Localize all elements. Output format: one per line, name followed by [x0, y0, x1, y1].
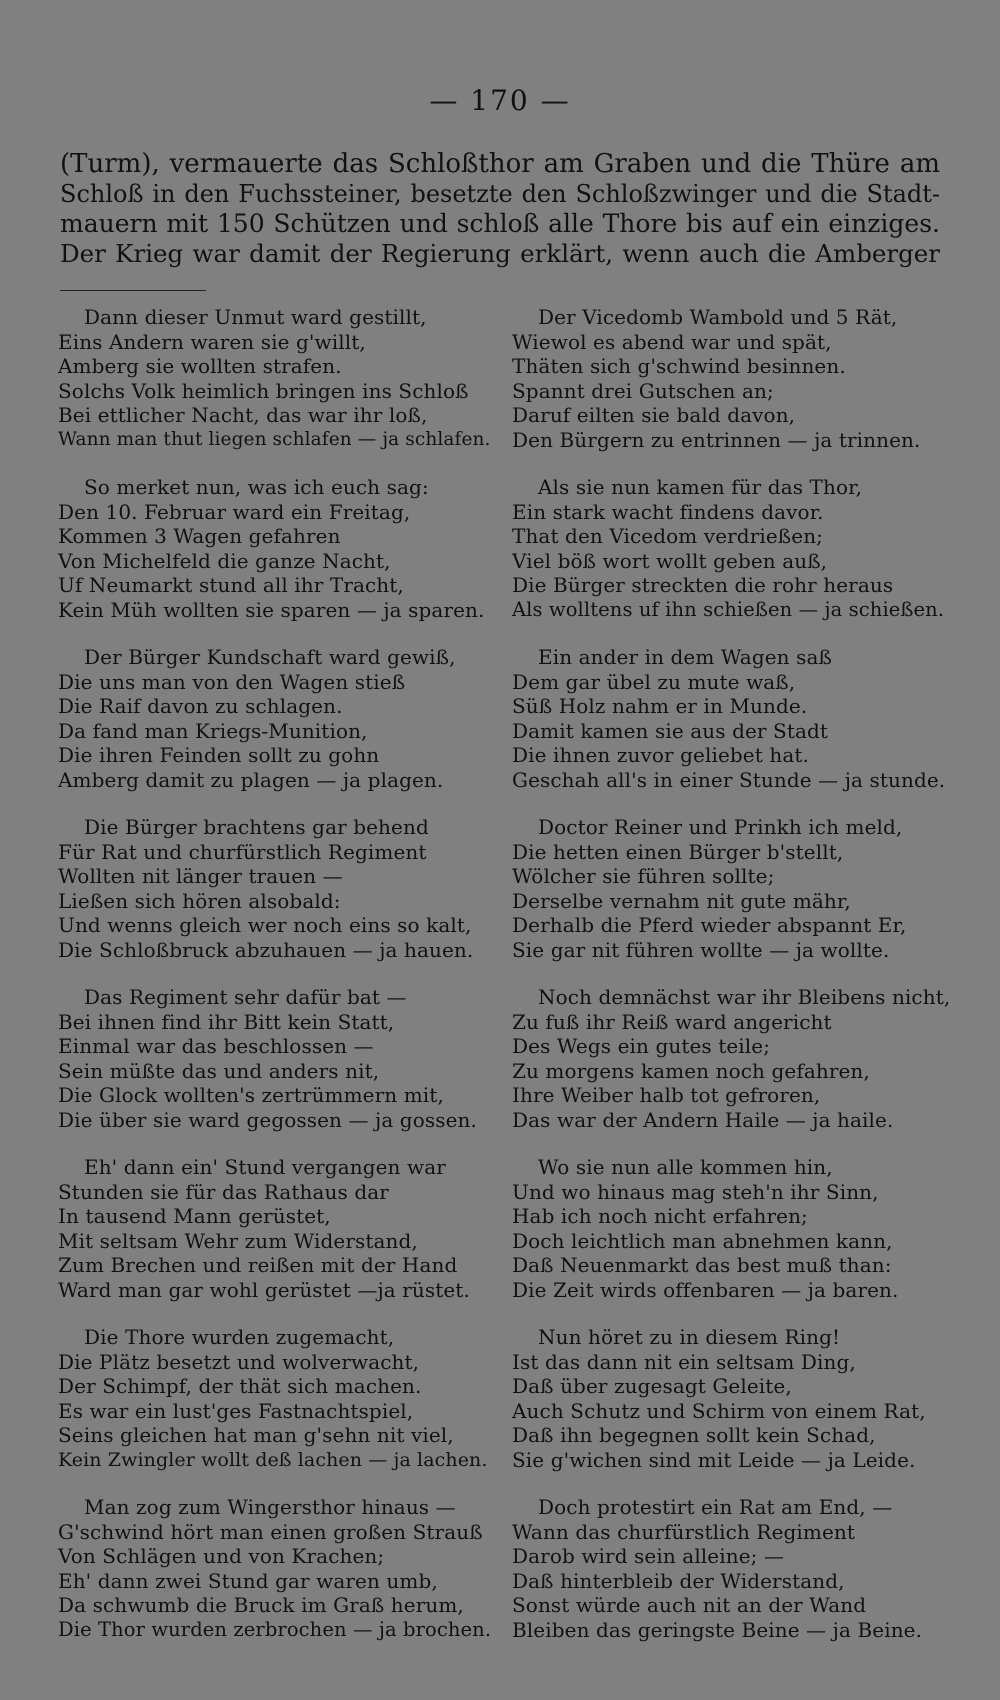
- verse-line: Ein ander in dem Wagen saß: [538, 645, 832, 669]
- verse-line: Die Bürger streckten die rohr heraus: [512, 573, 894, 597]
- verse-line: Stunden sie für das Rathaus dar: [58, 1179, 389, 1204]
- section-divider: [60, 290, 206, 291]
- verse-line: Doch protestirt ein Rat am End, —: [538, 1495, 893, 1519]
- poem-stanza: [58, 305, 498, 452]
- verse-line: Da schwumb die Bruck im Graß herum,: [58, 1593, 464, 1617]
- verse-line: Das war der Andern Haile — ja haile.: [512, 1107, 894, 1132]
- verse-line: Der Vicedomb Wambold und 5 Rät,: [538, 305, 898, 329]
- verse-line: Für Rat und churfürstlich Regiment: [58, 839, 427, 864]
- verse-line: Damit kamen sie aus der Stadt: [512, 718, 829, 743]
- verse-line: Eins Andern waren sie g'willt,: [58, 329, 366, 354]
- verse-line: Daß ihn begegnen sollt kein Schad,: [512, 1423, 876, 1447]
- verse-line: Sie g'wichen sind mit Leide — ja Leide.: [512, 1447, 916, 1472]
- verse-line: Als wolltens uf ihn schießen — ja schießen.: [512, 597, 945, 621]
- verse-line: Kein Müh wollten sie sparen — ja sparen.: [58, 597, 485, 622]
- verse-line: Die hetten einen Bürger b'stellt,: [512, 839, 844, 864]
- verse-line: Auch Schutz und Schirm von einem Rat,: [512, 1398, 926, 1423]
- verse-line: Uf Neumarkt stund all ihr Tracht,: [58, 573, 404, 597]
- verse-line: Es war ein lust'ges Fastnachtspiel,: [58, 1398, 414, 1423]
- verse-line: Von Schlägen und von Krachen;: [58, 1544, 385, 1568]
- verse-line: Wiewol es abend war und spät,: [512, 329, 832, 354]
- verse-line: Ihre Weiber halb tot gefroren,: [512, 1083, 821, 1107]
- verse-line: Der Schimpf, der thät sich machen.: [58, 1374, 422, 1398]
- verse-line: So merket nun, was ich euch sag:: [84, 475, 429, 499]
- verse-line: Und wo hinaus mag steh'n ihr Sinn,: [512, 1179, 879, 1204]
- verse-line: Dem gar übel zu mute waß,: [512, 669, 796, 694]
- verse-line: Des Wegs ein gutes teile;: [512, 1034, 771, 1058]
- verse-line: Die Schloßbruck abzuhauen — ja hauen.: [58, 937, 474, 962]
- verse-line: Mit seltsam Wehr zum Widerstand,: [58, 1228, 418, 1253]
- poem-stanza: [58, 815, 498, 962]
- poem-stanza: [58, 1155, 498, 1302]
- verse-line: Die ihnen zuvor geliebet hat.: [512, 743, 809, 767]
- verse-line: Ist das dann nit ein seltsam Ding,: [512, 1349, 856, 1374]
- poem-stanza: [512, 305, 952, 452]
- verse-line: Bei ihnen find ihr Bitt kein Statt,: [58, 1009, 395, 1034]
- prose-paragraph: [60, 150, 940, 268]
- verse-line: Wo sie nun alle kommen hin,: [538, 1155, 833, 1179]
- prose-line: (Turm), vermauerte das Schloßthor am Graben und die Thüre am: [60, 149, 940, 179]
- poem-stanza: [512, 475, 952, 622]
- verse-line: Wann das churfürstlich Regiment: [512, 1519, 856, 1544]
- verse-line: Süß Holz nahm er in Munde.: [512, 694, 808, 718]
- verse-line: Wann man thut liegen schlafen — ja schlafen.: [58, 428, 491, 450]
- prose-line: Schloß in den Fuchssteiner, besetzte den Schloßzwinger und die Stadt-: [60, 179, 940, 208]
- verse-line: Die Thore wurden zugemacht,: [84, 1325, 395, 1349]
- poem-column-right: [512, 305, 952, 1665]
- verse-line: Wollten nit länger trauen —: [58, 864, 343, 888]
- verse-line: Darob wird sein alleine; —: [512, 1544, 785, 1568]
- verse-line: Und wenns gleich wer noch eins so kalt,: [58, 913, 472, 937]
- verse-line: Sein müßte das und anders nit,: [58, 1058, 380, 1083]
- poem-stanza: [58, 985, 498, 1132]
- verse-line: That den Vicedom verdrießen;: [512, 524, 824, 548]
- verse-line: Noch demnächst war ihr Bleibens nicht,: [538, 985, 951, 1009]
- verse-line: Das Regiment sehr dafür bat —: [84, 985, 407, 1009]
- verse-line: Dann dieser Unmut ward gestillt,: [84, 305, 427, 329]
- verse-line: Daruf eilten sie bald davon,: [512, 403, 796, 427]
- verse-line: Kein Zwingler wollt deß lachen — ja lachen.: [58, 1448, 488, 1471]
- verse-line: Amberg damit zu plagen — ja plagen.: [58, 767, 444, 792]
- poem-stanza: [512, 645, 952, 792]
- verse-line: Kommen 3 Wagen gefahren: [58, 524, 341, 548]
- verse-line: Hab ich noch nicht erfahren;: [512, 1204, 808, 1228]
- verse-line: Sie gar nit führen wollte — ja wollte.: [512, 937, 890, 962]
- verse-line: Die über sie ward gegossen — ja gossen.: [58, 1107, 477, 1132]
- verse-line: Einmal war das beschlossen —: [58, 1034, 374, 1058]
- verse-line: Zu fuß ihr Reiß ward angericht: [512, 1009, 832, 1034]
- verse-line: Den 10. Februar ward ein Freitag,: [58, 499, 411, 524]
- verse-line: Die Bürger brachtens gar behend: [84, 815, 429, 839]
- verse-line: Als sie nun kamen für das Thor,: [538, 475, 863, 499]
- verse-line: Ließen sich hören alsobald:: [58, 888, 341, 913]
- verse-line: Da fand man Kriegs-Munition,: [58, 718, 368, 743]
- poem-stanza: [58, 475, 498, 622]
- poem-stanza: [512, 1155, 952, 1302]
- verse-line: Bei ettlicher Nacht, das war ihr loß,: [58, 403, 428, 427]
- prose-line: Der Krieg war damit der Regierung erklärt, wenn auch die Amberger: [60, 238, 940, 268]
- verse-line: Die Raif davon zu schlagen.: [58, 694, 343, 718]
- verse-line: In tausend Mann gerüstet,: [58, 1204, 331, 1228]
- verse-line: Eh' dann zwei Stund gar waren umb,: [58, 1568, 438, 1593]
- verse-line: Von Michelfeld die ganze Nacht,: [58, 548, 391, 573]
- verse-line: Die Plätz besetzt und wolverwacht,: [58, 1349, 420, 1374]
- verse-line: Amberg sie wollten strafen.: [58, 354, 342, 378]
- verse-line: Die ihren Feinden sollt zu gohn: [58, 743, 380, 767]
- verse-line: Nun höret zu in diesem Ring!: [538, 1325, 841, 1349]
- verse-line: Die uns man von den Wagen stieß: [58, 669, 406, 694]
- verse-line: Daß hinterbleib der Widerstand,: [512, 1568, 845, 1593]
- verse-line: Derselbe vernahm nit gute mähr,: [512, 888, 851, 913]
- verse-line: Zum Brechen und reißen mit der Hand: [58, 1253, 458, 1277]
- verse-line: Sonst würde auch nit an der Wand: [512, 1593, 867, 1617]
- verse-line: Viel böß wort wollt geben auß,: [512, 548, 828, 573]
- poem-stanza: [512, 985, 952, 1132]
- verse-line: Bleiben das geringste Beine — ja Beine.: [512, 1617, 923, 1642]
- verse-line: Seins gleichen hat man g'sehn nit viel,: [58, 1423, 454, 1447]
- verse-line: Solchs Volk heimlich bringen ins Schloß: [58, 378, 469, 403]
- verse-line: Doctor Reiner und Prinkh ich meld,: [538, 815, 903, 839]
- prose-line: mauern mit 150 Schützen und schloß alle Thore bis auf ein einziges.: [60, 209, 940, 238]
- poem-stanza: [58, 645, 498, 792]
- poem-stanza: [58, 1495, 498, 1642]
- verse-line: Ein stark wacht findens davor.: [512, 499, 824, 524]
- verse-line: Spannt drei Gutschen an;: [512, 378, 774, 403]
- verse-line: Geschah all's in einer Stunde — ja stunde.: [512, 767, 946, 792]
- verse-line: Thäten sich g'schwind besinnen.: [512, 354, 846, 378]
- poem-stanza: [512, 815, 952, 962]
- poem-stanza: [512, 1325, 952, 1472]
- verse-line: Daß über zugesagt Geleite,: [512, 1374, 792, 1398]
- verse-line: G'schwind hört man einen großen Strauß: [58, 1519, 483, 1544]
- verse-line: Die Zeit wirds offenbaren — ja baren.: [512, 1277, 899, 1302]
- poem-column-left: [58, 305, 498, 1665]
- verse-line: Doch leichtlich man abnehmen kann,: [512, 1228, 893, 1253]
- verse-line: Derhalb die Pferd wieder abspannt Er,: [512, 913, 907, 937]
- verse-line: Ward man gar wohl gerüstet —ja rüstet.: [58, 1277, 470, 1302]
- verse-line: Die Glock wollten's zertrümmern mit,: [58, 1083, 444, 1107]
- page-number: — 170 —: [429, 84, 571, 117]
- verse-line: Eh' dann ein' Stund vergangen war: [84, 1155, 446, 1179]
- poem-stanza: [512, 1495, 952, 1642]
- verse-line: Den Bürgern zu entrinnen — ja trinnen.: [512, 427, 921, 452]
- poem-stanza: [58, 1325, 498, 1472]
- verse-line: Daß Neuenmarkt das best muß than:: [512, 1253, 892, 1277]
- verse-line: Wölcher sie führen sollte;: [512, 864, 775, 888]
- verse-line: Der Bürger Kundschaft ward gewiß,: [84, 645, 456, 669]
- verse-line: Die Thor wurden zerbrochen — ja brochen.: [58, 1617, 492, 1641]
- verse-line: Man zog zum Wingersthor hinaus —: [84, 1495, 456, 1519]
- verse-line: Zu morgens kamen noch gefahren,: [512, 1058, 870, 1083]
